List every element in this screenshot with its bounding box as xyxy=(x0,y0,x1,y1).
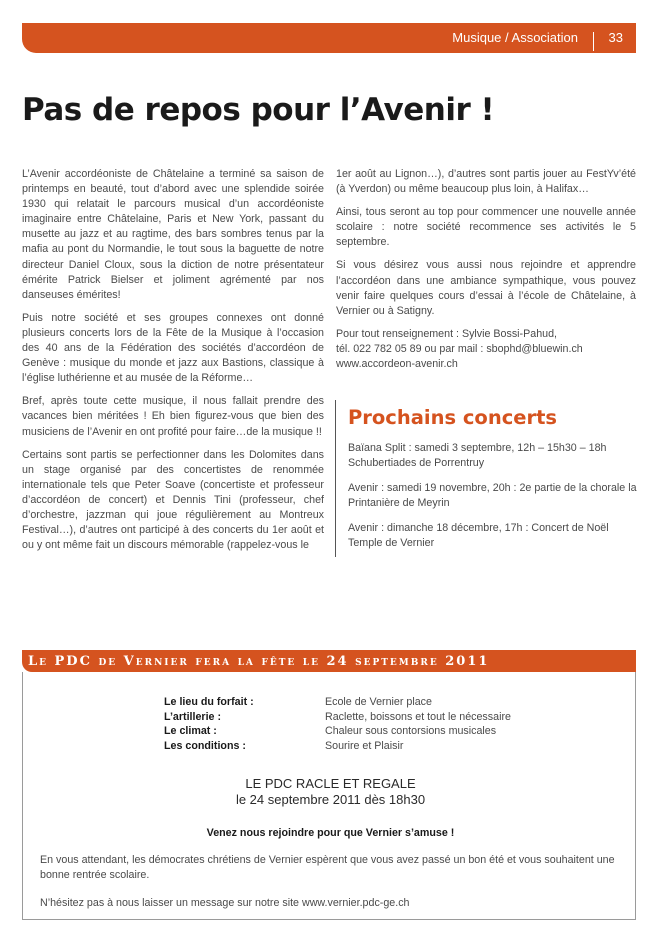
contact-website: www.accordeon-avenir.ch xyxy=(336,358,458,371)
concert-item: Avenir : samedi 19 novembre, 20h : 2e partie de la chorale la Printanière de Meyrin xyxy=(348,482,637,510)
article-paragraph: L’Avenir accordéoniste de Châtelaine a terminé sa saison de printemps en beauté, tout d’abord avec une splendide soirée 1930 qui relatait le parcours musical d’un accordéoniste imaginaire entre Châtelaine, Paris et New York, passant du musette au jazz et au ragtime, des bars sombres tenus par la mafia au pont du Normandie, le tout sous la baguette de notre directeur Daniel Cloux, sous la diction de notre présentateur émérite Patrick Bielser et joliment agrémenté par nos danseuses émérites! xyxy=(22,168,324,301)
article-left-column xyxy=(22,167,324,561)
column-divider xyxy=(335,400,336,557)
detail-row xyxy=(164,724,511,739)
pdc-headline xyxy=(0,776,661,808)
contact-line: Pour tout renseignement : Sylvie Bossi-Pahud, xyxy=(336,327,557,340)
article-paragraph: Certains sont partis se perfectionner dans les Dolomites dans un stage organisé par des concertistes de renommée internationale tels que Peter Soave (concertiste et professeur d’accordéon de concert) et Dennis Tini (professeur, chef d’orchestre, jazzman qui joue régulièrement au Montreux Festival…), d’autres ont participé à des concerts du 1er août et ou y ont même fait un discours mémorable (rappelez-vous le xyxy=(22,448,324,552)
article-paragraph: Bref, après toute cette musique, il nous fallait prendre des vacances bien méritées ! Eh bien figurez-vous que bien des musiciens de l’Avenir en ont profité pour faire…de la musique !! xyxy=(22,395,324,438)
detail-label: L’artillerie : xyxy=(164,710,222,723)
article-paragraph: Puis notre société et ses groupes connexes ont donné plusieurs concerts lors de la Fête de la Musique à l’occasion des 40 ans de la Fédération des sociétés d’accordéon de Genève : musique du monde et jazz aux Bastions, classique à l’église luthérienne et au musée de la Réforme… xyxy=(22,311,324,385)
pdc-headline-line: LE PDC RACLE ET REGALE xyxy=(245,776,416,791)
pdc-banner xyxy=(22,650,636,672)
detail-row xyxy=(164,710,511,725)
detail-label: Le lieu du forfait : xyxy=(164,696,254,708)
header-divider xyxy=(593,32,594,51)
pdc-site-message: N’hésitez pas à nous laisser un message sur notre site www.vernier.pdc-ge.ch xyxy=(40,897,410,909)
detail-row xyxy=(164,695,511,710)
detail-value: Ecole de Vernier place xyxy=(325,696,432,708)
article-paragraph: 1er août au Lignon…), d’autres sont partis jouer au FestYv’été (à Yverdon) ou même beaucoup plus loin, à Halifax… xyxy=(336,168,636,196)
concerts-list xyxy=(348,441,638,562)
header-section-label: Musique / Association xyxy=(452,30,578,45)
detail-value: Chaleur sous contorsions musicales xyxy=(325,725,497,738)
page-number: 33 xyxy=(608,30,623,45)
concert-item: Avenir : dimanche 18 décembre, 17h : Concert de Noël Temple de Vernier xyxy=(348,522,609,550)
pdc-join-text: Venez nous rejoindre pour que Vernier s’amuse ! xyxy=(206,827,455,839)
contact-block xyxy=(336,327,636,372)
detail-label: Les conditions : xyxy=(164,739,246,752)
article-right-column xyxy=(336,167,636,372)
pdc-banner-text: Le PDC de Vernier fera la fête le 24 septembre 2011 xyxy=(28,654,490,669)
detail-value: Raclette, boissons et tout le nécessaire xyxy=(325,710,511,723)
contact-line: tél. 022 782 05 89 ou par mail : sbophd@bluewin.ch xyxy=(336,342,583,355)
detail-value: Sourire et Plaisir xyxy=(325,739,404,752)
article-paragraph: Ainsi, tous seront au top pour commencer une nouvelle année scolaire : notre société recommence ses activités le 5 septembre. xyxy=(336,206,636,249)
article-title: Pas de repos pour l’Avenir ! xyxy=(22,92,495,128)
pdc-details xyxy=(164,695,511,753)
concert-item: Baïana Split : samedi 3 septembre, 12h – 15h30 – 18h Schubertiades de Porrentruy xyxy=(348,442,607,470)
pdc-waiting-text: En vous attendant, les démocrates chrétiens de Vernier espèrent que vous avez passé un bon été et vous souhaitent une bonne rentrée scolaire. xyxy=(40,854,615,882)
concerts-title: Prochains concerts xyxy=(348,406,558,429)
page-header-bar xyxy=(22,23,636,53)
pdc-headline-date: le 24 septembre 2011 dès 18h30 xyxy=(235,792,426,807)
article-paragraph: Si vous désirez vous aussi nous rejoindre et apprendre l’accordéon dans une ambiance sympathique, vous pouvez venir faire quelques cours d’essai à l’école de Châtelaine, à Vernier ou à Satigny. xyxy=(336,259,636,317)
detail-label: Le climat : xyxy=(164,725,217,738)
detail-row xyxy=(164,739,511,754)
